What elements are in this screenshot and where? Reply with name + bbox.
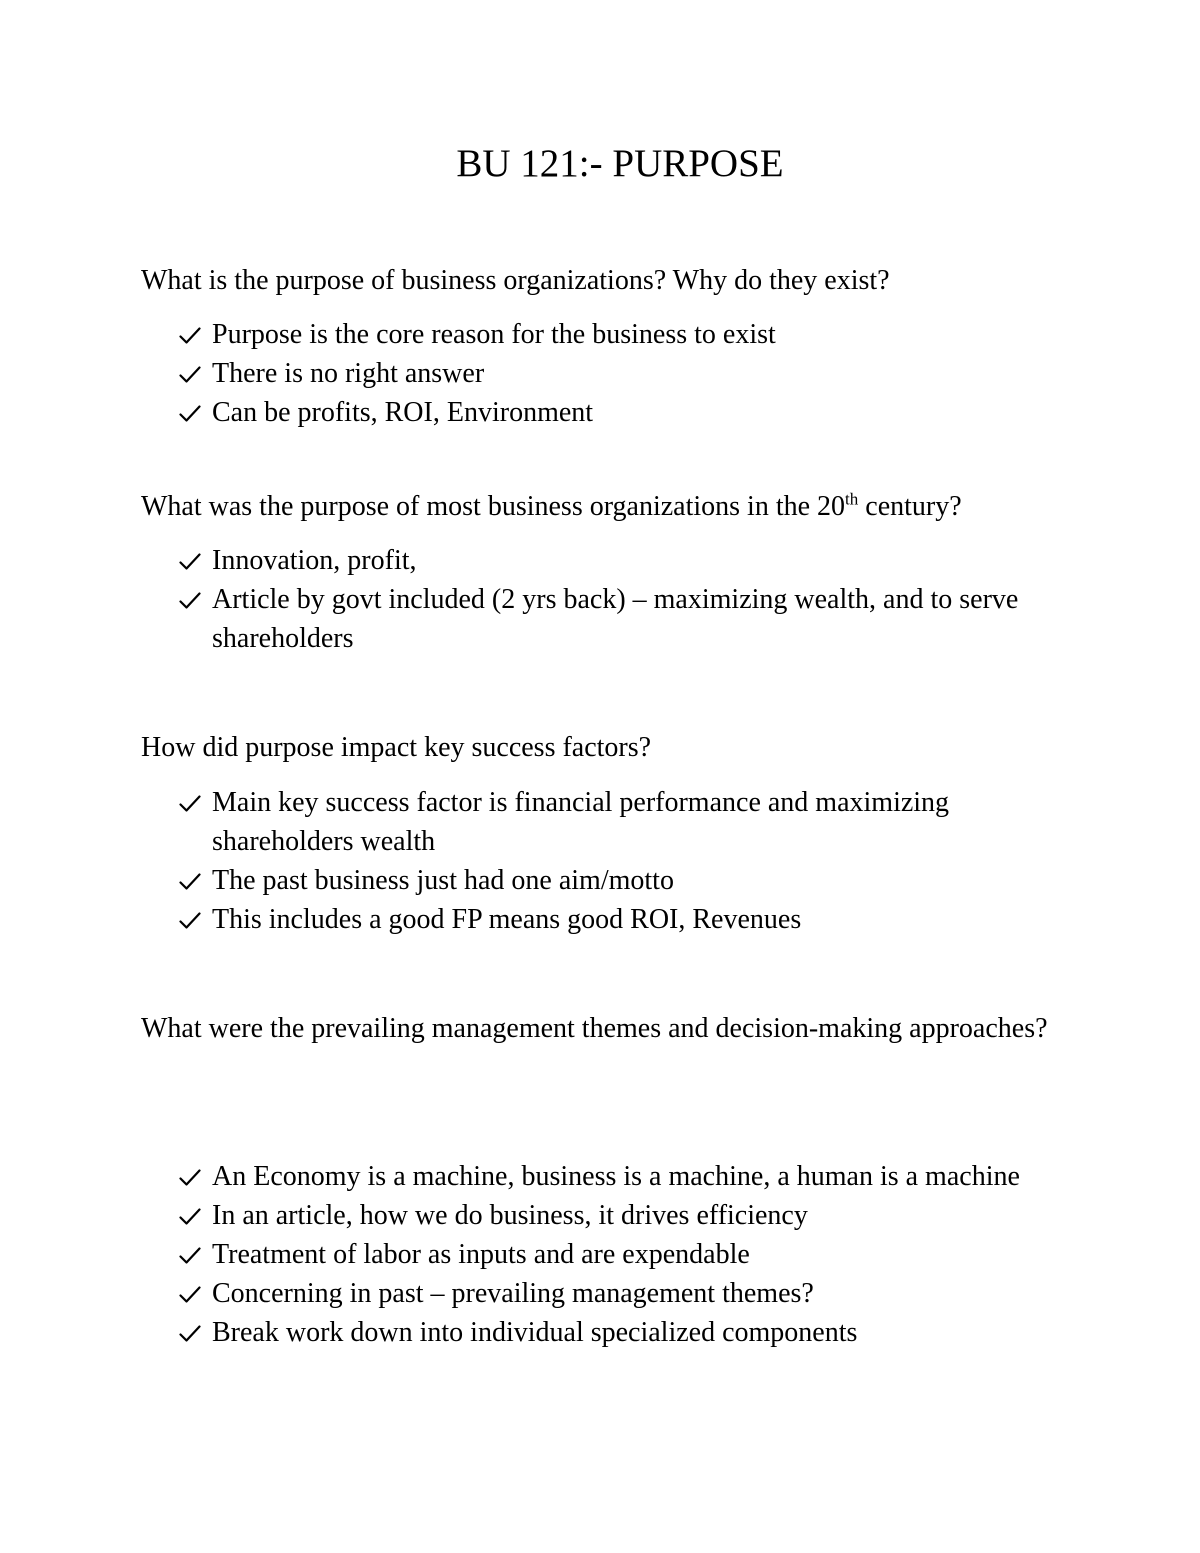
bullet-list-4 [179, 1157, 1069, 1352]
checkmark-icon [179, 900, 205, 939]
list-item [179, 900, 1069, 939]
page-title: BU 121:- PURPOSE [456, 142, 784, 185]
checkmark-icon [179, 393, 205, 432]
checkmark-icon [179, 861, 205, 900]
list-item [179, 315, 1069, 354]
list-item [179, 783, 1069, 861]
checkmark-icon [179, 1157, 205, 1196]
list-item [179, 861, 1069, 900]
question-2-text: What was the purpose of most business organizations in the 20 [141, 491, 846, 522]
list-item [179, 1313, 1069, 1352]
question-2 [141, 487, 1091, 526]
checkmark-icon [179, 541, 205, 580]
checkmark-icon [179, 783, 205, 822]
question-4: What were the prevailing management themes and decision-making approaches? [141, 1013, 1048, 1044]
bullet-text: Article by govt included (2 yrs back) – maximizing wealth, and to serve shareholders [212, 584, 1019, 654]
checkmark-icon [179, 315, 205, 354]
checkmark-icon [179, 1235, 205, 1274]
checkmark-icon [179, 580, 205, 619]
ordinal-suffix: th [845, 489, 859, 509]
question-1: What is the purpose of business organizations? Why do they exist? [141, 265, 890, 296]
checkmark-icon [179, 1196, 205, 1235]
bullet-text: Innovation, profit, [212, 545, 417, 576]
list-item [179, 393, 1069, 432]
bullet-text: In an article, how we do business, it drives efficiency [212, 1200, 808, 1231]
bullet-list-2 [179, 541, 1069, 658]
list-item [179, 1274, 1069, 1313]
bullet-text: The past business just had one aim/motto [212, 865, 674, 896]
checkmark-icon [179, 354, 205, 393]
bullet-text: Break work down into individual specialized components [212, 1317, 858, 1348]
bullet-text: This includes a good FP means good ROI, Revenues [212, 904, 802, 935]
bullet-text: Purpose is the core reason for the business to exist [212, 319, 776, 350]
bullet-text: There is no right answer [212, 358, 485, 389]
question-2-text-end: century? [858, 491, 962, 522]
checkmark-icon [179, 1274, 205, 1313]
bullet-list-3 [179, 783, 1069, 939]
bullet-text: Treatment of labor as inputs and are expendable [212, 1239, 750, 1270]
bullet-text: Main key success factor is financial performance and maximizing shareholders wealth [212, 787, 950, 857]
list-item [179, 354, 1069, 393]
bullet-list-1 [179, 315, 1069, 432]
list-item [179, 1196, 1069, 1235]
bullet-text: Can be profits, ROI, Environment [212, 397, 594, 428]
list-item [179, 541, 1069, 580]
question-3: How did purpose impact key success factors? [141, 732, 652, 763]
bullet-text: An Economy is a machine, business is a machine, a human is a machine [212, 1161, 1020, 1192]
bullet-text: Concerning in past – prevailing management themes? [212, 1278, 814, 1309]
list-item [179, 580, 1069, 658]
list-item [179, 1157, 1069, 1196]
checkmark-icon [179, 1313, 205, 1352]
list-item [179, 1235, 1069, 1274]
